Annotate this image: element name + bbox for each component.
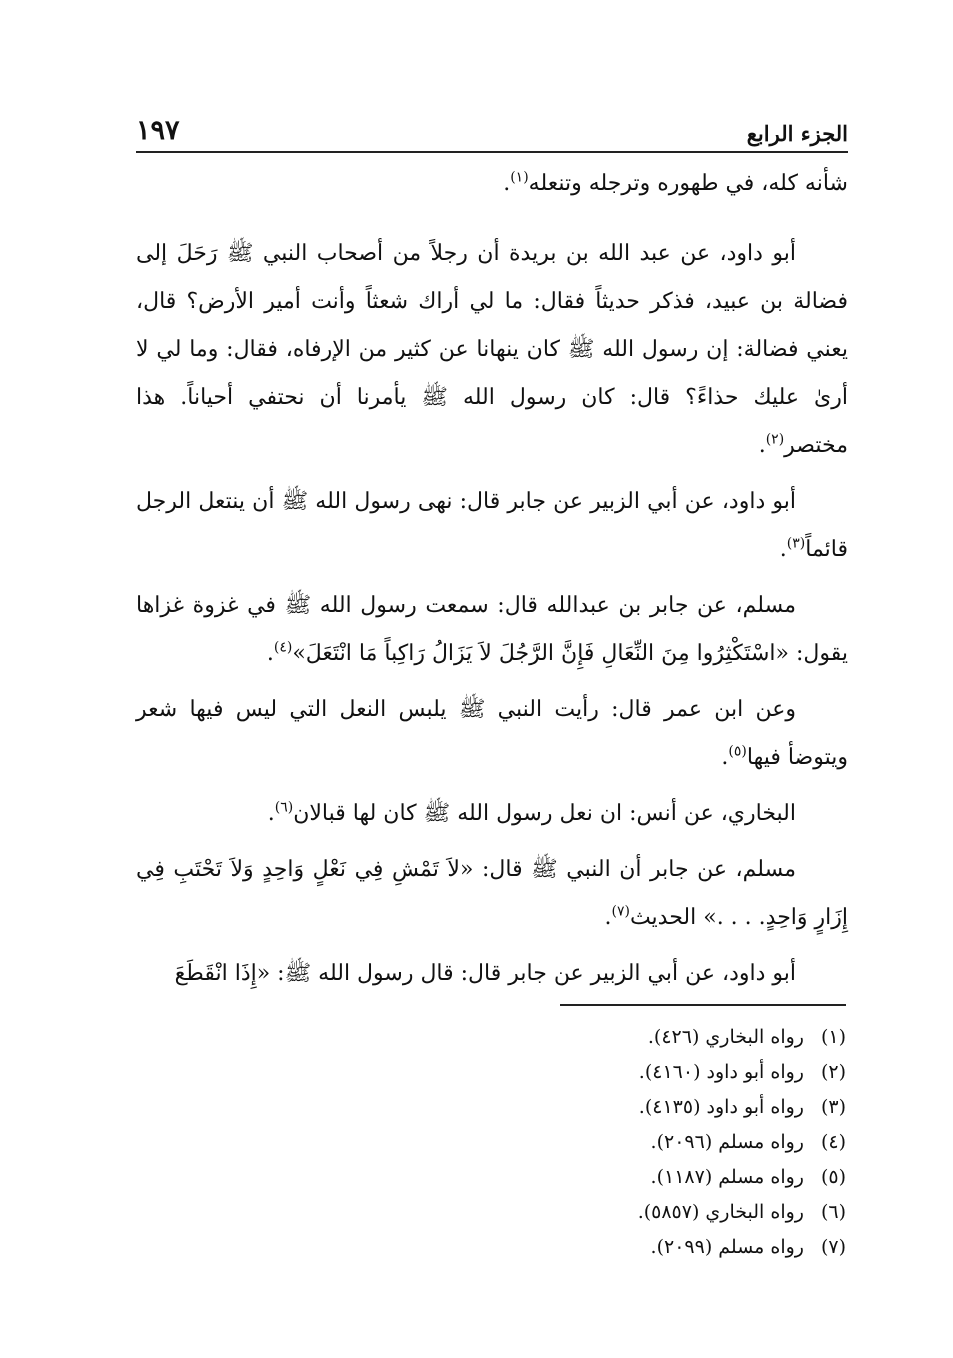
footnote-number: (١) [820,1026,846,1048]
footnote [440,1125,846,1160]
footnote-ref: (٣) [786,535,806,552]
footnote-number: (٧) [820,1236,846,1258]
footnotes [440,1020,846,1265]
body-text [136,160,848,1006]
footnote-text: رواه مسلم (٢٠٩٩). [650,1236,804,1258]
footnote-text: رواه أبو داود (٤١٣٥). [638,1096,804,1118]
footnote-number: (٤) [820,1131,846,1153]
paragraph: مسلم، عن جابر أن النبي ﷺ قال: «لاَ تَمْشِ فِي نَعْلٍ وَاحِدٍ وَلاَ تَحْتَبِ فِي إِزَارٍ وَاحِدٍ. . . .» الحديث$^{(٧)}$. [136,857,848,930]
paragraph: وعن ابن عمر قال: رأيت النبي ﷺ يلبس النعل التي ليس فيها شعر ويتوضأ فيها$^{(٥)}$. [136,697,848,770]
footnote [440,1090,846,1125]
footnote-rule [560,1004,846,1006]
footnote-ref: (٦) [274,799,294,816]
footnote-number: (٦) [820,1201,846,1223]
paragraph: البخاري، عن أنس: ان نعل رسول الله ﷺ كان لها قبالان$^{(٦)}$. [267,799,796,826]
footnote-text: رواه مسلم (١١٨٧). [650,1166,804,1188]
footnote-text: رواه مسلم (٢٠٩٦). [650,1131,804,1153]
paragraph: أبو داود، عن أبي الزبير عن جابر قال: نهى رسول الله ﷺ أن ينتعل الرجل قائماً$^{(٣)}$. [136,489,848,562]
footnote-ref: (٤) [273,639,293,656]
footnote [440,1055,846,1090]
footnote-text: رواه أبو داود (٤١٦٠). [638,1061,804,1083]
footnote-ref: (٢) [765,431,785,448]
footnote-ref: (٥) [728,743,747,760]
footnote [440,1020,846,1055]
paragraph: شأنه كله، في طهوره وترجله وتنعله$^{(١)}$. [503,169,848,196]
footnote-number: (٢) [820,1061,846,1083]
page-header [136,108,848,146]
footnote-text: رواه البخاري (٥٨٥٧). [637,1201,804,1223]
footnote [440,1160,846,1195]
footnote-ref: (٧) [611,903,630,920]
footnote-text: رواه البخاري (٤٢٦). [647,1026,804,1048]
paragraph: أبو داود، عن أبي الزبير عن جابر قال: قال رسول الله ﷺ: «إِذَا انْقَطَعَ [174,961,796,986]
footnote-number: (٣) [820,1096,846,1118]
footnote-number: (٥) [820,1166,846,1188]
footnote [440,1195,846,1230]
header-rule [136,151,848,153]
footnote-ref: (١) [510,169,529,186]
page-number: ١٩٧ [136,115,180,146]
paragraph: أبو داود، عن عبد الله بن بريدة أن رجلاً من أصحاب النبي ﷺ رَحَلَ إلى فضالة بن عبيد، فذكر حديثاً فقال: ما لي أراك شعثاً وأنت أمير الأرض؟ قال، يعني فضالة: إن رسول الله ﷺ كان ينهانا عن كثير من الإرفاه، فقال: وما لي لا أرىٰ عليك حذاءً؟ قال: كان رسول الله ﷺ يأمرنا أن نحتفي أحياناً. هذا مختصر$^{(٢)}$. [136,241,848,458]
footnote [440,1230,846,1265]
running-title: الجزء الرابع [746,121,848,146]
paragraph: مسلم، عن جابر بن عبدالله قال: سمعت رسول الله ﷺ في غزوة غزاها يقول: «اسْتَكْثِرُوا مِنَ النِّعَالِ فَإِنَّ الرَّجُلَ لاَ يَزَالُ رَاكِباً مَا انْتَعَلَ»$^{(٤)}$. [136,593,848,666]
